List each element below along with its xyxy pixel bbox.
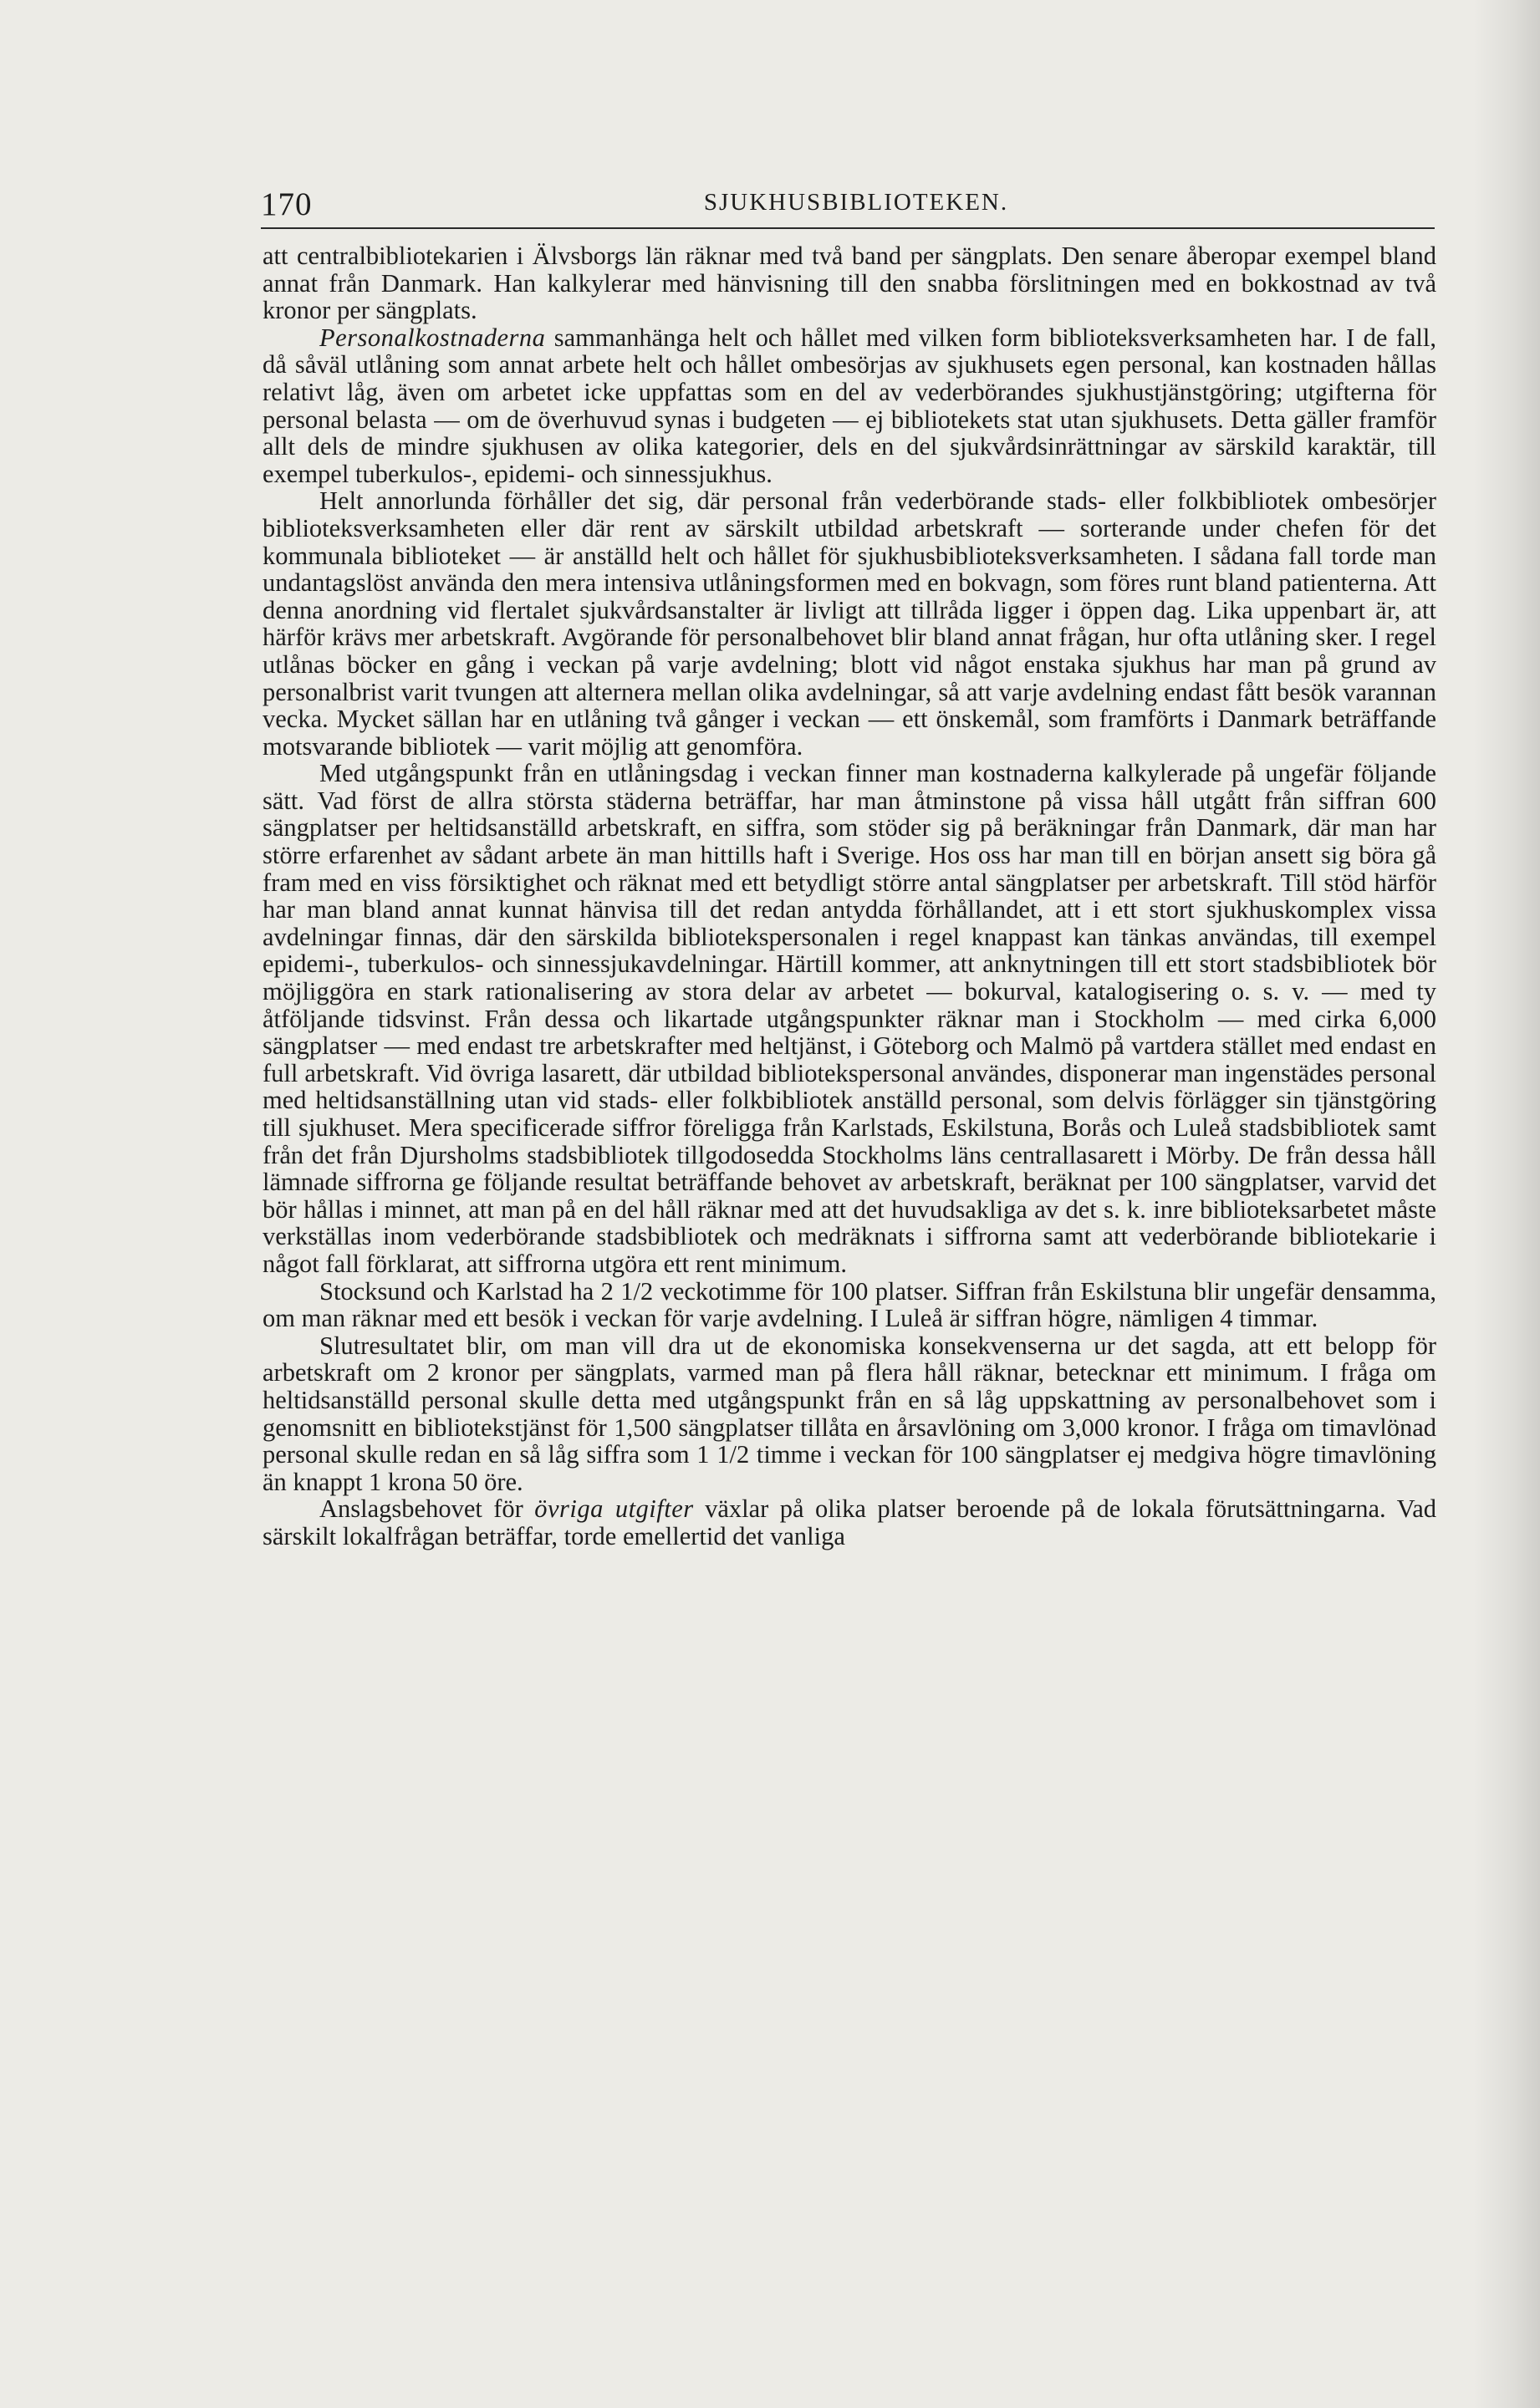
paragraph: Stocksund och Karlstad ha 2 1/2 veckotimme för 100 platser. Siffran från Eskilstuna blir ungefär densamma, om man räknar med ett besök i veckan för varje avdelning. I Luleå är siffran högre, nämligen 4 timmar. bbox=[263, 1276, 1436, 1333]
paragraph: att centralbibliotekarien i Älvsborgs län räknar med två band per sängplats. Den senare åberopar exempel bland annat från Danmark. Han kalkylerar med hänvisning till den snabba förslitningen med en bokkostnad av två kronor per sängplats. bbox=[263, 242, 1436, 325]
paragraph: Helt annorlunda förhåller det sig, där personal från vederbörande stads- eller folkbibliotek ombesörjer biblioteksverksamheten eller där rent av särskilt utbildad arbetskraft — sorterande under chefen för det kommunala biblioteket — är anställd helt och hållet för sjukhusbiblioteksverksamheten. I sådana fall torde man undantagslöst använda den mera intensiva utlåningsformen med en bokvagn, som föres runt bland patienterna. Att denna anordning vid flertalet sjukvårdsanstalter är livligt att tillråda ligger i öppen dag. Lika uppenbart är, att härför krävs mer arbetskraft. Avgörande för personalbehovet blir bland annat frågan, hur ofta utlåning sker. I regel utlånas böcker en gång i veckan på varje avdelning; blott vid något enstaka sjukhus har man på grund av personalbrist varit tvungen att alternera mellan olika avdelningar, så att varje avdelning endast fått besök varannan vecka. Mycket sällan har en utlåning två gånger i veckan — ett önskemål, som framförts i Danmark beträffande motsvarande bibliotek — varit möjlig att genomföra. bbox=[263, 486, 1436, 761]
binding-shadow bbox=[1473, 0, 1540, 2408]
italic-phrase: övriga utgifter bbox=[534, 1494, 694, 1524]
paragraph: Personalkostnaderna sammanhänga helt och hållet med vilken form biblioteksverksamheten har. I de fall, då såväl utlåning som annat arbete helt och hållet ombesörjas av sjukhusets egen personal, kan kostnaden hållas relativt låg, även om arbetet icke uppfattas som en del av vederbörandes sjukhustjänstgöring; utgifterna för personal belasta — om de överhuvud synas i budgeten — ej bibliotekets stat utan sjukhusets. Detta gäller framför allt dels de mindre sjukhusen av olika kategorier, dels en del sjukvårdsinrättningar av särskild karaktär, till exempel tuberkulos-, epidemi- och sinnessjukhus. bbox=[263, 323, 1436, 488]
paragraph: Med utgångspunkt från en utlåningsdag i veckan finner man kostnaderna kalkylerade på ungefär följande sätt. Vad först de allra största städerna beträffar, har man åtminstone på vissa håll utgått från siffran 600 sängplatser per heltidsanställd arbetskraft, en siffra, som stöder sig på beräkningar från Danmark, där man har större erfarenhet av sådant arbete än man hittills haft i Sverige. Hos oss har man till en början ansett sig böra gå fram med en viss försiktighet och räknat med ett betydligt större antal sängplatser per arbetskraft. Till stöd härför har man bland annat kunnat hänvisa till det redan antydda förhållandet, att i ett stort sjukhuskomplex vissa avdelningar finnas, där den särskilda bibliotekspersonalen i regel knappast kan tänkas användas, till exempel epidemi-, tuberkulos- och sinnessjukavdelningar. Härtill kommer, att anknytningen till ett stort stadsbibliotek bör möjliggöra en stark rationalisering av stora delar av arbetet — bokurval, katalogisering o. s. v. — med ty åtföljande tidsvinst. Från dessa och likartade utgångspunkter räknar man i Stockholm — med cirka 6,000 sängplatser — med endast tre arbetskrafter med heltjänst, i Göteborg och Malmö på vartdera stället med endast en full arbetskraft. Vid övriga lasarett, där utbildad bibliotekspersonal användes, disponerar man ingenstädes personal med heltidsanställning utan vid stads- eller folkbibliotek anställd personal, som delvis förlägger sin tjänstgöring till sjukhuset. Mera specificerade siffror föreligga från Karlstads, Eskilstuna, Borås och Luleå stadsbibliotek samt från det från Djursholms stadsbibliotek tillgodosedda Stockholms läns centrallasarett i Mörby. De från dessa håll lämnade siffrorna ge följande resultat beträffande behovet av arbetskraft, beräknat per 100 sängplatser, varvid det bör hållas i minnet, att man på en del håll räknar med att det huvudsakliga av det s. k. inre biblioteksarbetet måste verkställas inom vederbörande stadsbibliotek och medräknats i siffrorna samt att vederbörande bibliotekarie i något fall förklarat, att siffrorna utgöra ett rent minimum. bbox=[263, 759, 1436, 1278]
page-number: 170 bbox=[261, 186, 313, 222]
running-head: SJUKHUSBIBLIOTEKEN. bbox=[703, 189, 1009, 216]
body-text bbox=[263, 242, 1436, 1550]
header-rule bbox=[261, 227, 1435, 229]
paragraph: Slutresultatet blir, om man vill dra ut de ekonomiska konsekvenserna ur det sagda, att ett belopp för arbetskraft om 2 kronor per sängplats, varmed man på flera håll räknar, betecknar ett minimum. I fråga om heltidsanställd personal skulle detta med utgångspunkt från en så låg uppskattning av personalbehovet som i genomsnitt en bibliotekstjänst för 1,500 sängplatser tillåta en årsavlöning om 3,000 kronor. I fråga om timavlönad personal skulle redan en så låg siffra som 1 1/2 timme i veckan för 100 sängplatser ej medgiva högre timavlöning än knappt 1 krona 50 öre. bbox=[263, 1331, 1436, 1496]
italic-lead: Personalkostnaderna bbox=[319, 323, 546, 352]
paragraph: Anslagsbehovet för övriga utgifter växlar på olika platser beroende på de lokala förutsättningarna. Vad särskilt lokalfrågan beträffar, torde emellertid det vanliga bbox=[263, 1494, 1436, 1550]
page-header bbox=[261, 186, 1435, 224]
